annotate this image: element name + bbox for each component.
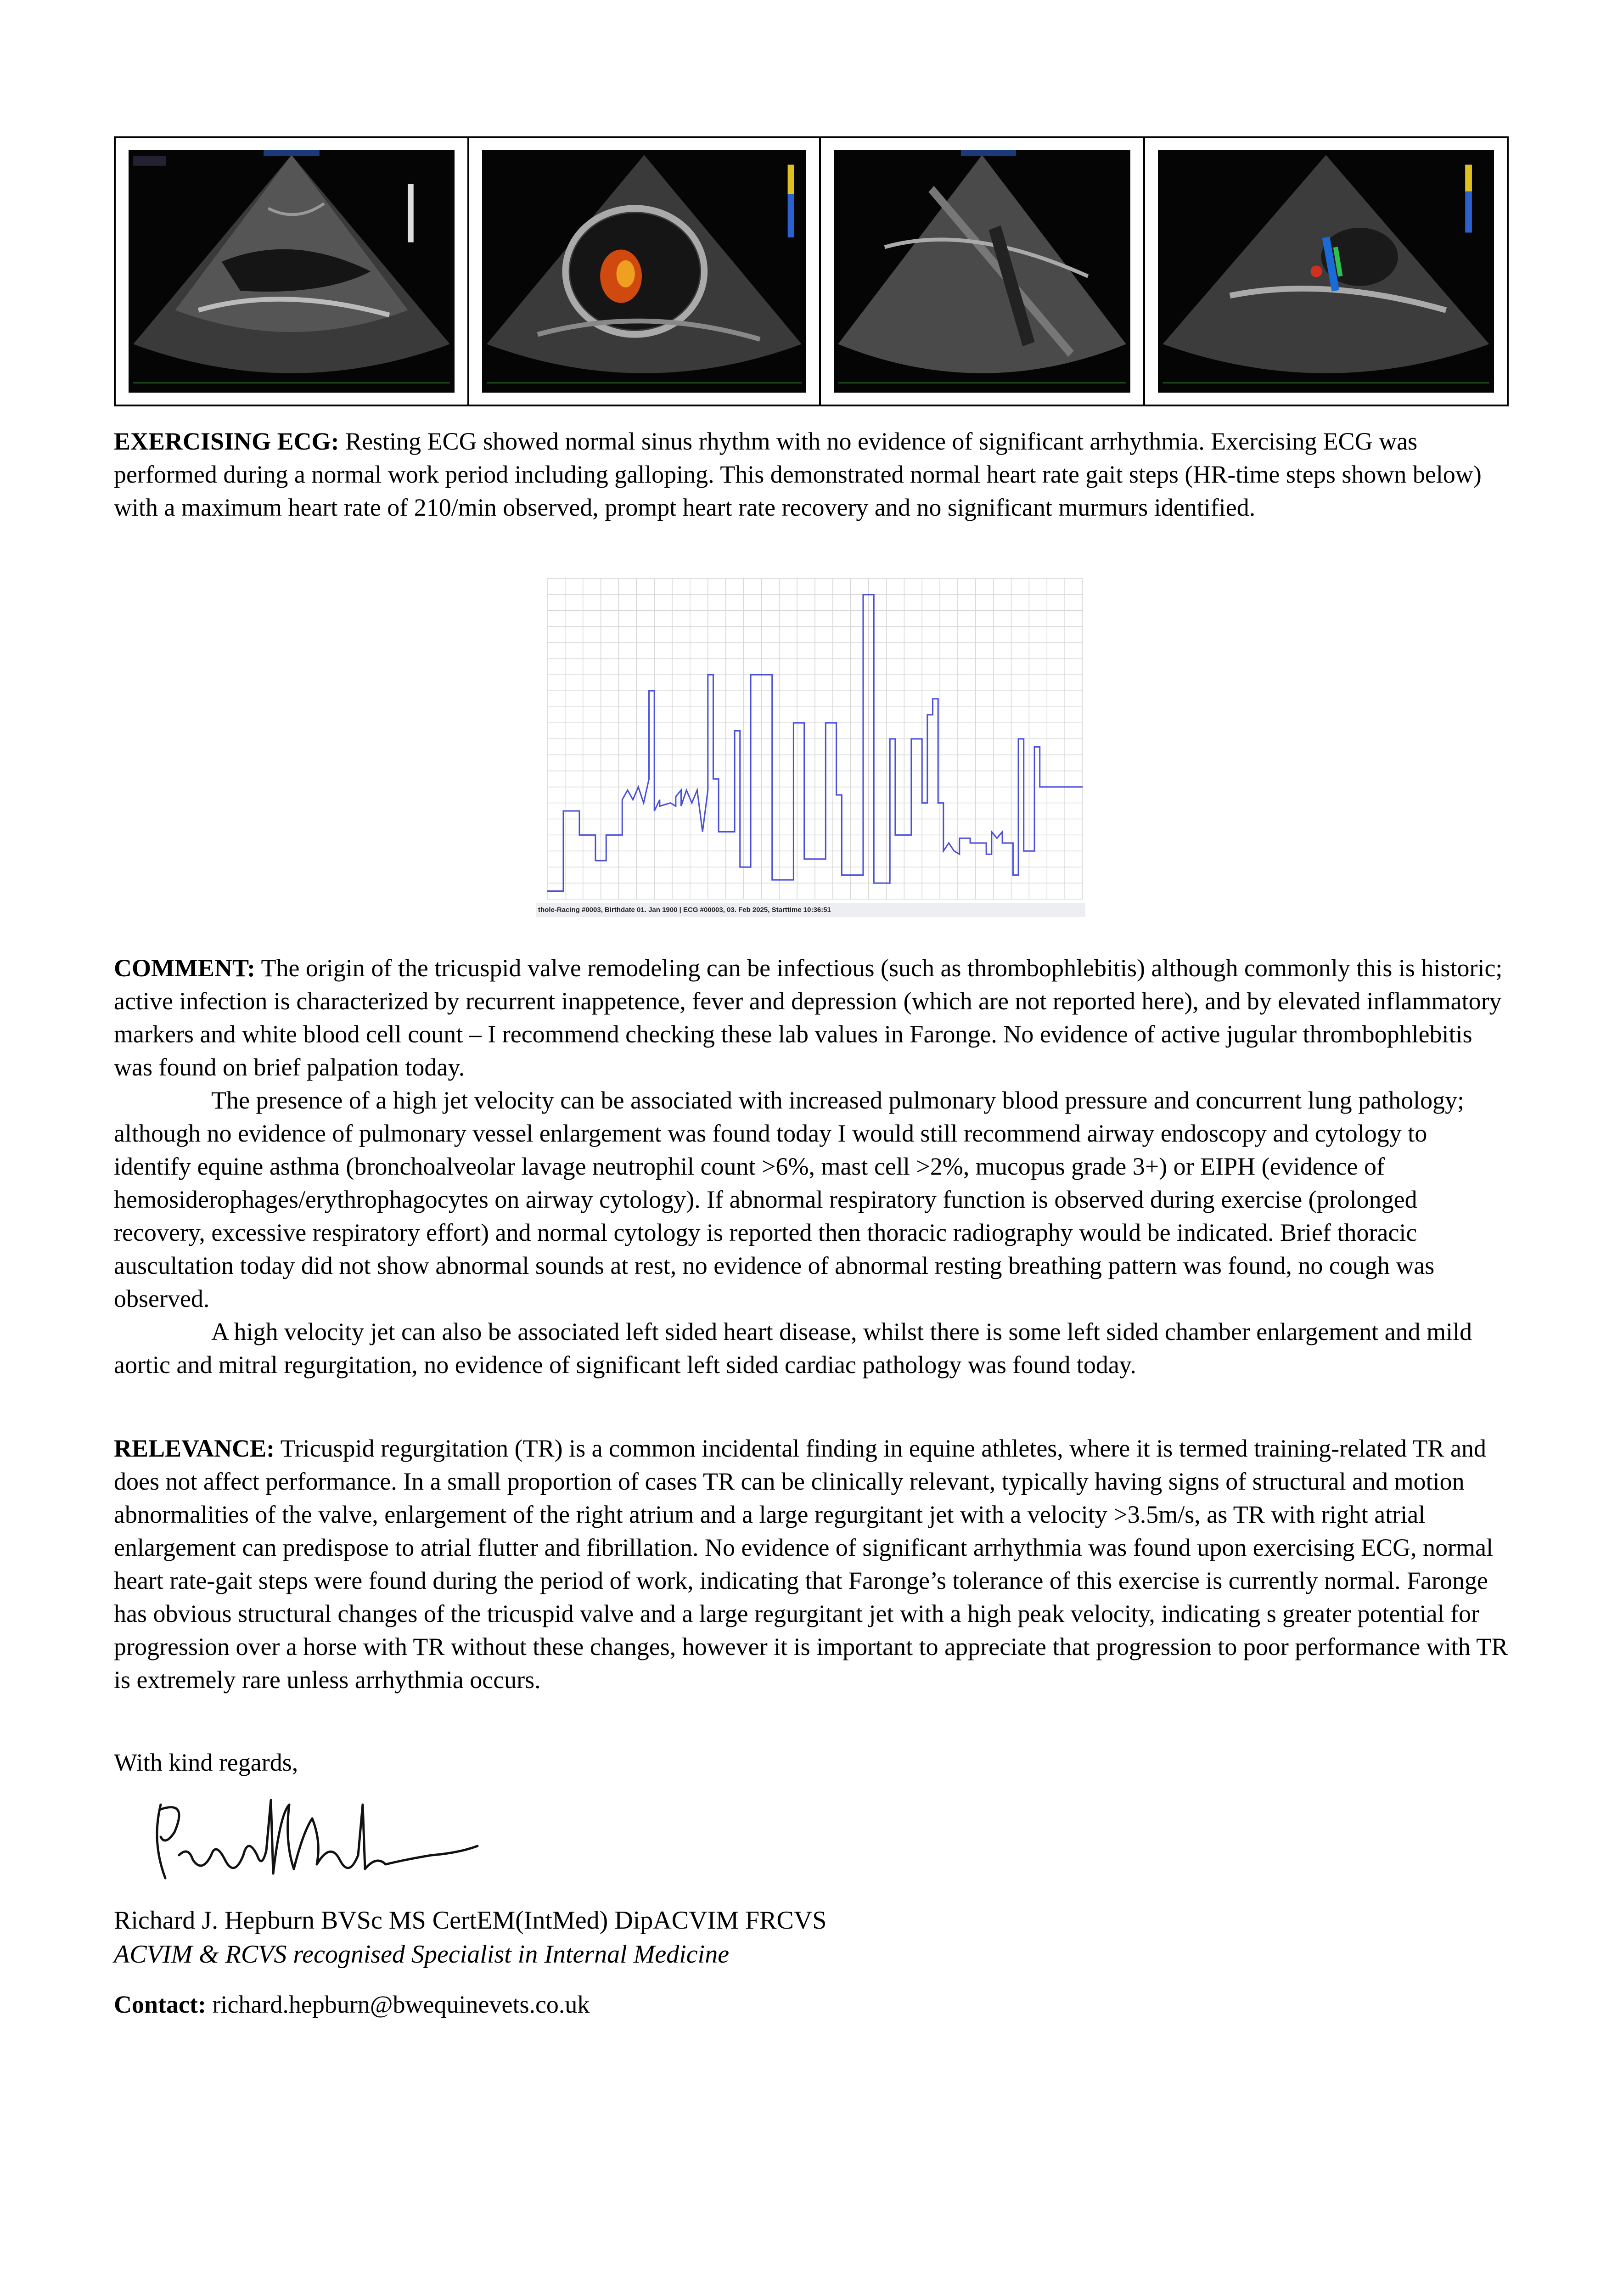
closing-text: With kind regards, — [114, 1749, 298, 1776]
echo-image-strip — [114, 136, 1509, 406]
contact-label: Contact: — [114, 1991, 206, 2018]
exercising-ecg-text: Resting ECG showed normal sinus rhythm with no evidence of significant arrhythmia. Exercising ECG was performed during a normal work period including galloping. This demonstrated normal heart rate gait steps (HR-time steps shown below) with a maximum heart rate of 210/min observed, prompt heart rate recovery and no significant murmurs identified. — [114, 428, 1482, 521]
echo-image-1 — [116, 138, 469, 405]
exercising-ecg-paragraph — [114, 425, 1510, 524]
signatory-title: ACVIM & RCVS recognised Specialist in Internal Medicine — [114, 1940, 730, 1969]
comment-text-1: The origin of the tricuspid valve remodeling can be infectious (such as thrombophlebitis) although commonly this is historic; active infection is characterized by recurrent inappetence, fever and depression (which are not reported here), and by elevated inflammatory markers and white blood cell count – I recommend checking these lab values in Faronge. No evidence of active jugular thrombophlebitis was found on brief palpation today. — [114, 954, 1503, 1081]
echo-image-4 — [1145, 138, 1507, 405]
heart-rate-chart — [536, 576, 1085, 917]
comment-paragraph-2: The presence of a high jet velocity can be associated with increased pulmonary blood pressure and concurrent lung pathology; although no evidence of pulmonary vessel enlargement was found today I would still recommend airway endoscopy and cytology to identify equine asthma (bronchoalveolar lavage neutrophil count >6%, mast cell >2%, mucopus grade 3+) or EIPH (evidence of hemosiderophages/erythrophagocytes on airway cytology). If abnormal respiratory function is observed during exercise (prolonged recovery, excessive respiratory effort) and normal cytology is reported then thoracic radiography would be indicated. Brief thoracic auscultation today did not show abnormal sounds at rest, no evidence of abnormal resting breathing pattern was found, no cough was observed. — [114, 1086, 1465, 1312]
heart-rate-chart-caption: thole-Racing #0003, Birthdate 01. Jan 1900 | ECG #00003, 03. Feb 2025, Starttime 10:36:51 — [536, 903, 1085, 917]
exercising-ecg-heading: EXERCISING ECG: — [114, 428, 339, 455]
comment-paragraph-3: A high velocity jet can also be associated left sided heart disease, whilst there is some left sided chamber enlargement and mild aortic and mitral regurgitation, no evidence of significant left sided cardiac pathology was found today. — [114, 1318, 1472, 1379]
contact-line — [114, 1990, 590, 2019]
echo-image-3 — [821, 138, 1145, 405]
echo-image-2 — [469, 138, 821, 405]
relevance-text: Tricuspid regurgitation (TR) is a common incidental finding in equine athletes, where it is termed training-related TR and does not affect performance. In a small proportion of cases TR can be clinically relevant, typically having signs of structural and motion abnormalities of the valve, enlargement of the right atrium and a large regurgitant jet with a velocity >3.5m/s, as TR with right atrial enlargement can predispose to atrial flutter and fibrillation. No evidence of significant arrhythmia was found upon exercising ECG, normal heart rate-gait steps were found during the period of work, indicating that Faronge’s tolerance of this exercise is currently normal. Faronge has obvious structural changes of the tricuspid valve and a large regurgitant jet with a high peak velocity, indicating s greater potential for progression over a horse with TR without these changes, however it is important to appreciate that progression to poor performance with TR is extremely rare unless arrhythmia occurs. — [114, 1435, 1508, 1694]
handwritten-signature — [147, 1786, 487, 1896]
relevance-paragraph — [114, 1432, 1510, 1696]
relevance-heading: RELEVANCE: — [114, 1435, 275, 1462]
comment-heading: COMMENT: — [114, 954, 255, 982]
contact-email[interactable]: richard.hepburn@bwequinevets.co.uk — [206, 1991, 590, 2018]
comment-paragraph-1 — [114, 951, 1510, 1084]
signatory-name: Richard J. Hepburn BVSc MS CertEM(IntMed) DipACVIM FRCVS — [114, 1906, 827, 1935]
